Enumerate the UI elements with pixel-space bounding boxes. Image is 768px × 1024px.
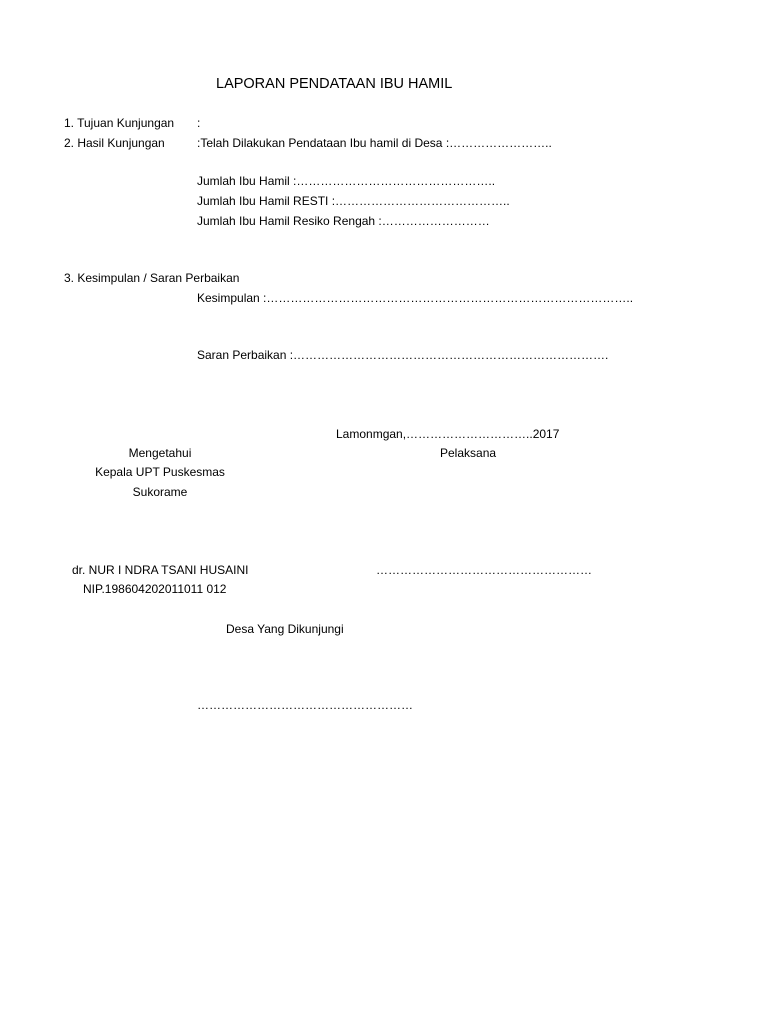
kesimpulan-heading: 3. Kesimpulan / Saran Perbaikan [64,271,240,285]
puskesmas-name: Sukorame [132,485,188,499]
saran-perbaikan-line: Saran Perbaikan :……………………………………………………………………. [197,348,609,362]
kepala-upt-label: Kepala UPT Puskesmas [95,465,225,479]
doctor-name: dr. NUR I NDRA TSANI HUSAINI [72,563,249,577]
pelaksana-label: Pelaksana [440,446,497,460]
hasil-kunjungan-value: :Telah Dilakukan Pendataan Ibu hamil di Desa :…………………….. [197,136,552,150]
doctor-nip: NIP.198604202011011 012 [83,582,227,596]
jumlah-ibu-hamil-line: Jumlah Ibu Hamil :………………………………………….. [197,174,496,188]
document-title: LAPORAN PENDATAAN IBU HAMIL [216,76,453,92]
tujuan-kunjungan-label: 1. Tujuan Kunjungan [64,116,175,130]
hasil-kunjungan-label: 2. Hasil Kunjungan [64,136,165,150]
desa-dikunjungi-label: Desa Yang Dikunjungi [226,622,344,636]
place-date-line: Lamonmgan,…………………………..2017 [336,427,560,441]
mengetahui-label: Mengetahui [128,446,192,460]
tujuan-kunjungan-colon: : [197,116,201,130]
pelaksana-signature-line: ……………………………………………… [376,563,592,577]
kesimpulan-line: Kesimpulan :……………………………………………………………………………….. [197,291,634,305]
jumlah-ibu-hamil-resiko-line: Jumlah Ibu Hamil Resiko Rengah :……………………… [197,214,490,228]
desa-signature-line: ……………………………………………… [197,698,413,712]
jumlah-ibu-hamil-resti-line: Jumlah Ibu Hamil RESTI :…………………………………….. [197,194,510,208]
